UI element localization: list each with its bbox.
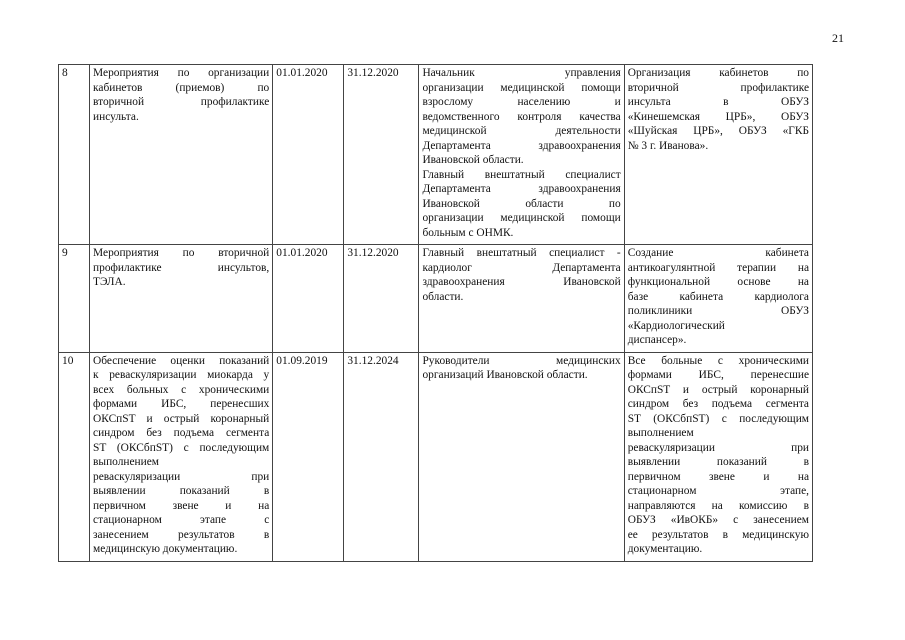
text-line: выявлении показаний в [93, 485, 270, 497]
page-number: 21 [832, 31, 844, 45]
text-line: ее результатов в медицинскую [627, 528, 809, 541]
text-line: первичном звене и на [627, 470, 809, 483]
activity-cell [90, 245, 273, 353]
text-line: профилактике инсультов, [93, 261, 270, 274]
text-line: формами ИБС, перенесшие [627, 369, 809, 381]
text-line: диспансер». [627, 334, 687, 346]
text-line: реваскуляризации при [627, 441, 809, 454]
activity-cell [90, 352, 273, 561]
result-cell [624, 352, 812, 561]
text-line: синдром без подъема сегмента [93, 427, 270, 439]
end-date-cell: 31.12.2020 [344, 65, 419, 245]
text-line: ST (ОКСбпST) с последующим [627, 412, 809, 425]
end-date-cell: 31.12.2020 [344, 245, 419, 353]
text-line: ОКСпST и острый коронарный [93, 412, 270, 425]
text-line: Мероприятия по организации [93, 67, 270, 79]
text-line: «Шуйская ЦРБ», ОБУЗ «ГКБ [627, 125, 809, 137]
text-line: базе кабинета кардиолога [627, 290, 809, 303]
start-date-cell: 01.01.2020 [273, 245, 344, 353]
text-line: выявлении показаний в [627, 456, 809, 468]
text-line: занесением результатов в [93, 528, 270, 541]
start-date-cell: 01.09.2019 [273, 352, 344, 561]
text-line: ОБУЗ «ИвОКБ» с занесением [627, 514, 809, 526]
row-number-cell: 8 [59, 65, 90, 245]
table-row [59, 352, 813, 561]
text-line: Организация кабинетов по [627, 67, 809, 79]
text-line: ОКСпST и острый коронарный [627, 383, 809, 396]
text-line: кардиолог Департамента [422, 261, 621, 274]
text-line: формами ИБС, перенесших [93, 398, 270, 410]
text-line: функциональной основе на [627, 276, 809, 288]
text-line: № 3 г. Иванова». [627, 139, 709, 152]
row-number-cell: 9 [59, 245, 90, 353]
result-cell [624, 65, 812, 245]
text-line: взрослому населению и [422, 96, 621, 108]
start-date-cell: 01.01.2020 [273, 65, 344, 245]
text-line: «Кинешемская ЦРБ», ОБУЗ [627, 110, 809, 123]
text-line: вторичной профилактике [93, 96, 270, 108]
text-line: выполнением [93, 456, 159, 468]
plan-table [58, 64, 813, 562]
text-line: стационарном этапе с [93, 514, 270, 526]
text-line: кабинетов (приемов) по [93, 81, 270, 94]
text-line: документацию. [627, 543, 703, 555]
text-line: Создание кабинета [627, 247, 809, 259]
text-line: синдром без подъема сегмента [627, 398, 809, 410]
text-line: антикоагулянтной терапии на [627, 261, 809, 274]
responsible-cell [419, 352, 624, 561]
table-row [59, 65, 813, 245]
text-line: первичном звене и на [93, 499, 270, 512]
text-line: Мероприятия по вторичной [93, 247, 270, 259]
result-cell [624, 245, 812, 353]
responsible-cell [419, 245, 624, 353]
text-line: вторичной профилактике [627, 81, 809, 94]
text-line: направляются на комиссию в [627, 499, 809, 512]
text-line: Главный внештатный специалист [422, 168, 621, 181]
text-line: области. [422, 290, 464, 303]
text-line: инсульта. [93, 110, 139, 123]
plan-table-body [59, 65, 813, 562]
text-line: ST (ОКСбпST) с последующим [93, 441, 270, 454]
table-row [59, 245, 813, 353]
text-line: Начальник управления [422, 67, 621, 79]
text-line: выполнением [627, 427, 694, 439]
text-line: медицинской деятельности [422, 125, 621, 137]
text-line: «Кардиологический [627, 319, 725, 332]
text-line: ведомственного контроля качества [422, 110, 621, 123]
text-line: Департамента здравоохранения [422, 183, 621, 195]
activity-cell [90, 65, 273, 245]
text-line: больным с ОНМК. [422, 226, 514, 239]
row-number-cell: 10 [59, 352, 90, 561]
text-line: Ивановской области. [422, 154, 524, 166]
text-line: Главный внештатный специалист - [422, 247, 621, 259]
text-line: всех больных с хроническими [93, 383, 270, 396]
text-line: Департамента здравоохранения [422, 139, 621, 152]
text-line: Все больные с хроническими [627, 354, 809, 367]
text-line: поликлиники ОБУЗ [627, 305, 809, 317]
text-line: здравоохранения Ивановской [422, 276, 621, 288]
text-line: ТЭЛА. [93, 276, 126, 288]
text-line: медицинскую документацию. [93, 543, 238, 555]
text-line: Обеспечение оценки показаний [93, 354, 270, 367]
text-line: Руководители медицинских [422, 354, 621, 367]
text-line: Ивановской области по [422, 197, 621, 210]
text-line: к реваскуляризации миокарда у [93, 369, 270, 381]
text-line: инсульта в ОБУЗ [627, 96, 809, 108]
end-date-cell: 31.12.2024 [344, 352, 419, 561]
text-line: стационарном этапе, [627, 485, 809, 497]
text-line: организации медицинской помощи [422, 212, 621, 224]
text-line: реваскуляризации при [93, 470, 270, 483]
responsible-cell [419, 65, 624, 245]
text-line: организации медицинской помощи [422, 81, 621, 94]
text-line: организаций Ивановской области. [422, 369, 588, 381]
